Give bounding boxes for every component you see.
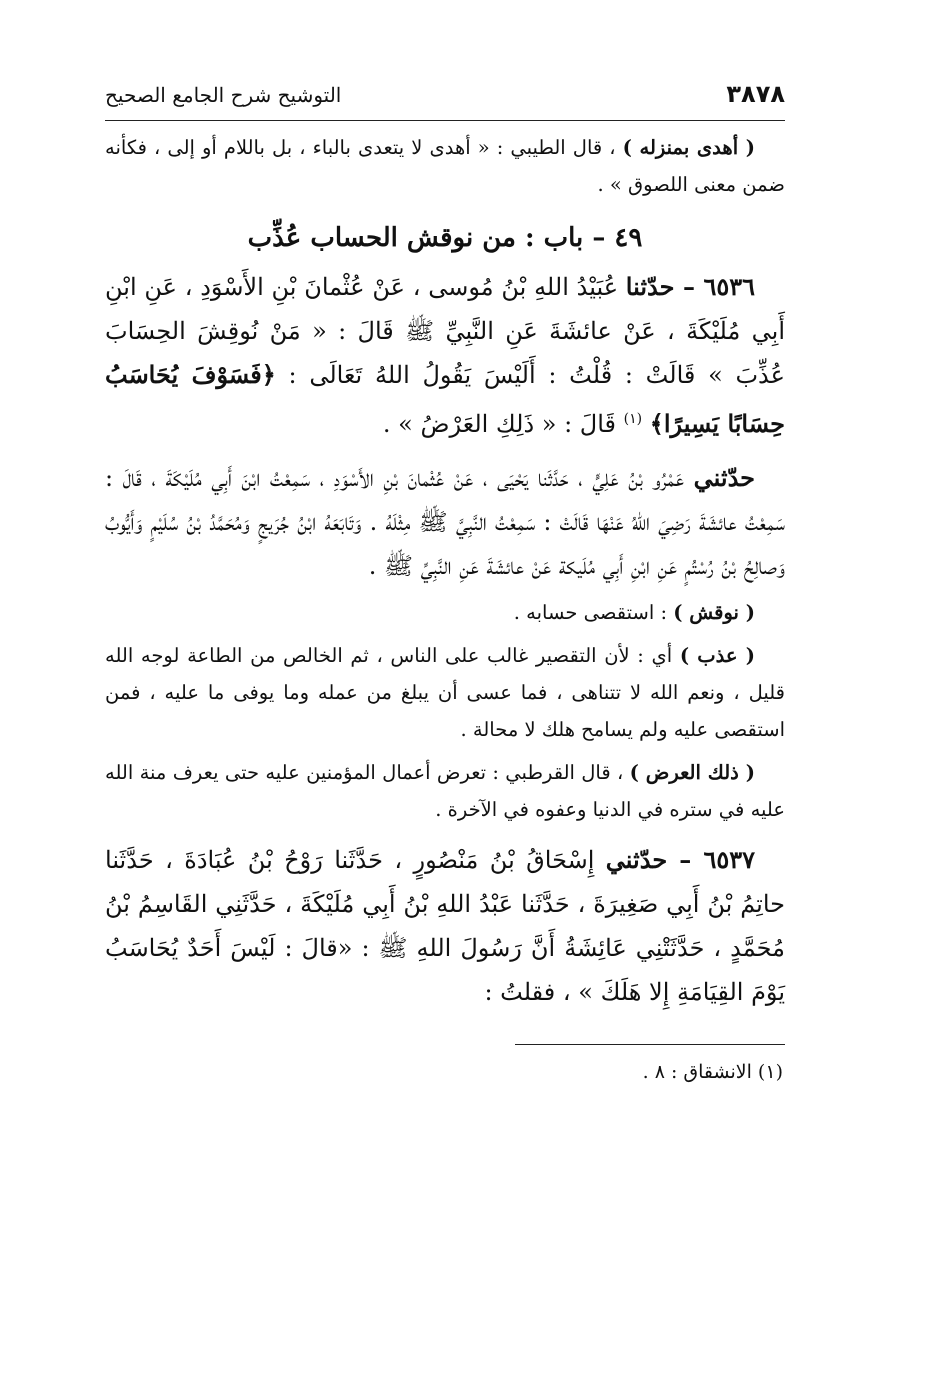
note-term: ( نوقش ) <box>673 601 755 624</box>
chapter-title: ٤٩ – باب : من نوقش الحساب عُذِّب <box>247 223 643 253</box>
intro-text: ، قال الطيبي : « أهدى لا يتعدى بالباء ، بل باللام أو إلى ، فكأنه ضمن معنى اللصوق » . <box>105 136 785 196</box>
hadith-6536-number: ٦٥٣٦ – حدّثنا <box>625 272 755 301</box>
hadith-6536-text: عُبَيْدُ اللهِ بْنُ مُوسى ، عَنْ عُثْمانَ بْنِ الأَسْوَدِ ، عَنِ ابْنِ أَبِي مُلَيْكَةَ ، عَنْ عائشَةَ عَنِ النَّبِيِّ ﷺ قَالَ : « مَنْ نُوقِشَ الحِسَابَ عُذِّبَ » قَالَتْ : قُلْتُ : أَلَيْسَ يَقُولُ اللهُ تَعَالَى : <box>105 273 785 389</box>
footnote-divider <box>515 1044 785 1045</box>
hadith-6536-text-end: قَالَ : « ذَلِكِ العَرْضُ » . <box>382 410 617 438</box>
footnote: (١) الانشقاق : ٨ . <box>642 1061 783 1083</box>
hadith-6537-number: ٦٥٣٧ – حدّثني <box>605 845 755 874</box>
intro-paragraph <box>105 129 785 203</box>
hadith-6536b-lead: حدّثني <box>693 463 755 492</box>
note-text: : استقصى حسابه . <box>513 601 668 624</box>
document-page <box>105 80 785 1089</box>
note-paragraph <box>105 754 785 828</box>
note-paragraph <box>105 637 785 748</box>
hadith-6536b-text: عَمْرُو بْنُ عَلِيٍّ ، حَدَّثَنا يَحْيَى ، عَنْ عُثْمانَ بْنِ الأَسْوَدِ ، سَمِعْتُ ابْنَ أَبِي مُلَيْكَةَ ، قَالَ : سَمِعْتُ عائشَةَ رَضِيَ اللهُ عَنْهَا قَالَتْ : سَمِعْتُ النَّبِيَّ ﷺ مِثْلَهُ . وَتَابَعَهُ ابْنُ جُرَيجٍ وَمُحَمَّدُ بْنُ سُلَيْمٍ وَأَيُّوبُ وَصالِحُ بْنُ رُسْتُمٍ عَنِ ابْنِ أَبِي مُلَيكة عَنْ عائشَةَ عَنِ النَّبِيِّ ﷺ . <box>105 464 785 580</box>
hadith-6536-paragraph <box>105 265 785 446</box>
page-header <box>105 80 785 121</box>
page-number: ٣٨٧٨ <box>726 80 785 108</box>
intro-term: ( أهدى بمنزله ) <box>622 136 755 159</box>
note-text: أي : لأن التقصير غالب على الناس ، ثم الخالص من الطاعة لوجه الله قليل ، ونعم الله لا تتناهى ، فما عسى أن يبلغ من عمله وما يوفى ما عليه ، فمن استقصى عليه ولم يسامح هلك لا محالة . <box>105 644 785 741</box>
running-title: التوشيح شرح الجامع الصحيح <box>105 83 342 107</box>
hadith-6537-text: إِسْحَاقُ بْنُ مَنْصُورٍ ، حَدَّثَنا رَوْحُ بْنُ عُبَادَةَ ، حَدَّثَنا حاتِمُ بْنُ أَبِي صَغِيرَةَ ، حَدَّثَنا عَبْدُ اللهِ بْنُ أَبِي مُلَيْكَةَ ، حَدَّثَنِي القَاسِمُ بْنُ مُحَمَّدٍ ، حَدَّثَتْنِي عَائِشَةُ أَنَّ رَسُولَ اللهِ ﷺ : «قالَ : لَيْسَ أَحَدٌ يُحَاسَبُ يَوْمَ القِيَامَةِ إِلا هَلَكَ » ، فقلتُ : <box>105 846 785 1006</box>
footnote-reference: (١) <box>623 411 643 427</box>
note-paragraph <box>105 594 785 631</box>
hadith-6536b-paragraph <box>105 456 785 588</box>
note-text: ، قال القرطبي : تعرض أعمال المؤمنين عليه حتى يعرف منة الله عليه في ستره في الدنيا وعفوه في الآخرة . <box>105 761 785 821</box>
note-term: ( عذب ) <box>679 644 755 667</box>
quran-verse: ﴿فَسَوْفَ يُحَاسَبُ حِسَابًا يَسِيرًا﴾ <box>105 360 785 438</box>
hadith-6537-paragraph <box>105 838 785 1014</box>
note-term: ( ذلك العرض ) <box>629 761 755 784</box>
